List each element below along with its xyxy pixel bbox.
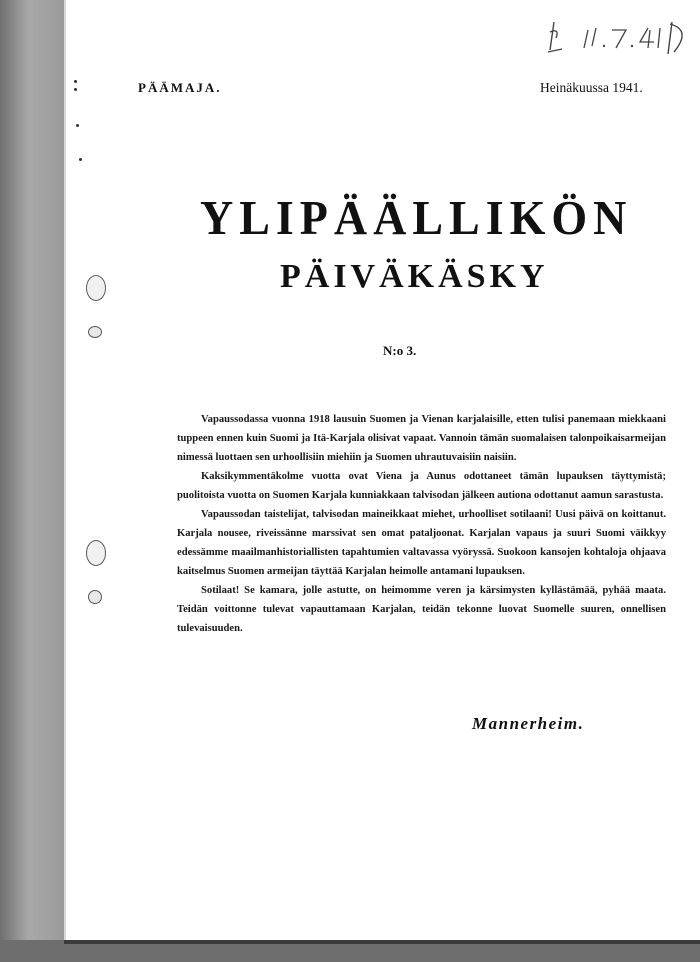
scan-bottom-margin bbox=[0, 940, 700, 962]
document-title: YLIPÄÄLLIKÖN bbox=[200, 191, 633, 245]
scan-speck bbox=[76, 124, 79, 127]
signature: Mannerheim. bbox=[472, 714, 585, 733]
order-number: N:o 3. bbox=[383, 343, 417, 358]
paragraph: Vapaussodassa vuonna 1918 lausuin Suomen ja Vienan karjalaisille, etten tulisi panemaan miekkaani tuppeen ennen kuin Suomi ja Itä-Karjala olisivat vapaat. Vannoin tämän suomalaisen talonpoikaisarmeijan nimessä luottaen sen urhoollisiin miehiin ja Suomen uhrautuvaisiin naisiin. bbox=[177, 414, 666, 463]
punch-hole-mark-lower bbox=[88, 590, 102, 604]
scan-left-margin bbox=[0, 0, 64, 962]
scan-speck bbox=[79, 158, 82, 161]
punch-hole-mark bbox=[88, 326, 102, 338]
header-location: PÄÄMAJA. bbox=[138, 80, 222, 95]
punch-hole-top bbox=[86, 275, 106, 301]
paragraph: Vapaussodan taistelijat, talvisodan maineikkaat miehet, urhoolliset sotilaani! Uusi päivä on koittanut. Karjala nousee, riveissänne marssivat sen omat pataljoonat. Karjalan vapaus ja suuri Suomi väikkyy edessämme maailmanhistoriallisten tapahtumien valtavassa vyöryssä. Suokoon kansojen kohtaloja ohjaava kaitselmus Suomen armeijan täyttää Karjalan heimolle antamani lupauksen. bbox=[177, 509, 666, 577]
header-date: Heinäkuussa 1941. bbox=[540, 80, 643, 95]
scan-speck bbox=[74, 88, 77, 91]
order-body bbox=[177, 410, 666, 638]
paragraph: Sotilaat! Se kamara, jolle astutte, on heimomme veren ja kärsimysten kyllästämää, pyhää maata. Teidän voittonne tulevat vapauttamaan Karjalan, teidän tekonne luovat Suomelle suuren, onnellisen tulevaisuuden. bbox=[177, 585, 666, 634]
document-subtitle: PÄIVÄKÄSKY bbox=[280, 258, 549, 295]
paragraph: Kaksikymmentäkolme vuotta ovat Viena ja Aunus odottaneet tämän lupauksen täyttymistä; puolitoista vuotta on Suomen Karjala kunniakkaan talvisodan jälkeen autiona odottanut aamun sarastusta. bbox=[177, 471, 666, 501]
handwritten-note-icon bbox=[540, 16, 700, 56]
scan-speck bbox=[74, 80, 77, 83]
punch-hole-bottom bbox=[86, 540, 106, 566]
